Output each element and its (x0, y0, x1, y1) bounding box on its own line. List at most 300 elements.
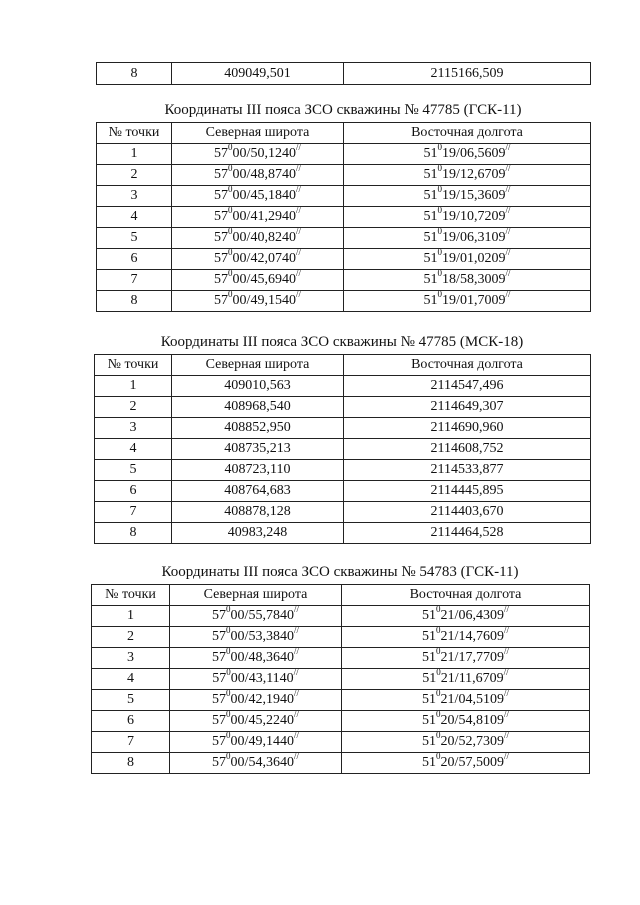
degrees-value: 57 (214, 272, 229, 287)
header-point-number: № точки (95, 355, 172, 376)
table-row (92, 711, 590, 732)
header-point-number: № точки (92, 585, 170, 606)
minute-mark: / (454, 650, 459, 665)
table-row (95, 418, 591, 439)
second-mark: // (293, 752, 299, 762)
minute-mark: / (456, 251, 460, 266)
east-value: 2114649,307 (344, 397, 591, 418)
second-mark: // (505, 164, 511, 174)
point-number: 1 (97, 144, 172, 165)
minutes-value: 21 (440, 650, 455, 665)
east-longitude-cell (342, 627, 590, 648)
top-continuation-table (96, 62, 591, 85)
minutes-value: 20 (440, 755, 455, 770)
north-latitude-cell (172, 186, 344, 207)
degrees-value: 57 (214, 188, 229, 203)
minute-mark: / (454, 692, 459, 707)
second-mark: // (505, 269, 511, 279)
degrees-value: 57 (214, 167, 229, 182)
minute-mark: / (244, 629, 249, 644)
east-longitude-cell (344, 270, 591, 291)
table-header-row (92, 585, 590, 606)
east-value: 2114464,528 (344, 523, 591, 544)
seconds-value: 50,1240 (250, 146, 296, 161)
degrees-value: 51 (422, 671, 437, 686)
degrees-value: 57 (214, 293, 229, 308)
minutes-value: 21 (440, 629, 455, 644)
header-east-longitude: Восточная долгота (344, 355, 591, 376)
minutes-value: 20 (440, 713, 455, 728)
minute-mark: / (246, 272, 251, 287)
degree-mark: 0 (436, 752, 441, 762)
second-mark: // (293, 710, 299, 720)
north-latitude-cell (170, 711, 342, 732)
second-mark: // (295, 269, 301, 279)
north-value: 409010,563 (172, 376, 344, 397)
seconds-value: 06,3109 (459, 230, 506, 245)
minutes-value: 00 (232, 251, 247, 266)
minute-mark: / (244, 671, 249, 686)
degrees-value: 57 (214, 251, 229, 266)
minute-mark: / (244, 608, 249, 623)
seconds-value: 06,5609 (459, 146, 506, 161)
seconds-value: 54,3640 (248, 755, 294, 770)
seconds-value: 10,7209 (459, 209, 506, 224)
table-row (95, 397, 591, 418)
degree-mark: 0 (228, 185, 233, 195)
degree-mark: 0 (436, 647, 441, 657)
minute-mark: / (454, 671, 459, 686)
minutes-value: 00 (230, 608, 245, 623)
degree-mark: 0 (436, 626, 441, 636)
second-mark: // (293, 731, 299, 741)
minute-mark: / (246, 188, 251, 203)
degrees-value: 57 (212, 608, 227, 623)
point-number: 1 (92, 606, 170, 627)
degrees-value: 51 (423, 146, 438, 161)
minutes-value: 19 (442, 167, 457, 182)
east-value: 2114533,877 (344, 460, 591, 481)
minutes-value: 00 (232, 230, 247, 245)
minute-mark: / (244, 692, 249, 707)
north-value: 409049,501 (172, 63, 344, 85)
seconds-value: 57,5009 (458, 755, 504, 770)
north-latitude-cell (172, 228, 344, 249)
second-mark: // (295, 143, 301, 153)
minutes-value: 00 (232, 146, 247, 161)
minutes-value: 00 (230, 734, 245, 749)
east-longitude-cell (342, 711, 590, 732)
second-mark: // (503, 605, 509, 615)
table-header-row (95, 355, 591, 376)
point-number: 3 (95, 418, 172, 439)
seconds-value: 01,7009 (459, 293, 506, 308)
degree-mark: 0 (436, 710, 441, 720)
east-longitude-cell (342, 669, 590, 690)
degree-mark: 0 (436, 689, 441, 699)
minutes-value: 19 (442, 146, 457, 161)
minute-mark: / (246, 167, 251, 182)
degrees-value: 51 (423, 293, 438, 308)
seconds-value: 45,2240 (248, 713, 294, 728)
second-mark: // (293, 647, 299, 657)
east-longitude-cell (342, 606, 590, 627)
minutes-value: 00 (230, 629, 245, 644)
table-block-1 (96, 100, 590, 312)
header-north-latitude: Северная широта (172, 355, 344, 376)
seconds-value: 49,1440 (248, 734, 294, 749)
degrees-value: 51 (422, 713, 437, 728)
minutes-value: 00 (232, 209, 247, 224)
minutes-value: 00 (230, 713, 245, 728)
north-value: 408723,110 (172, 460, 344, 481)
minute-mark: / (454, 734, 459, 749)
north-latitude-cell (172, 249, 344, 270)
seconds-value: 53,3840 (248, 629, 294, 644)
table-row (97, 249, 591, 270)
second-mark: // (503, 647, 509, 657)
degrees-value: 57 (212, 734, 227, 749)
point-number: 3 (97, 186, 172, 207)
degrees-value: 51 (423, 209, 438, 224)
point-number: 6 (97, 249, 172, 270)
degree-mark: 0 (228, 227, 233, 237)
north-latitude-cell (170, 669, 342, 690)
minute-mark: / (244, 713, 249, 728)
degrees-value: 51 (423, 167, 438, 182)
east-longitude-cell (344, 291, 591, 312)
minutes-value: 19 (442, 230, 457, 245)
degree-mark: 0 (437, 269, 443, 279)
seconds-value: 12,6709 (459, 167, 506, 182)
minute-mark: / (456, 272, 460, 287)
second-mark: // (293, 626, 299, 636)
coordinates-table-gsk11-54783 (91, 584, 590, 774)
seconds-value: 42,1940 (248, 692, 294, 707)
table-block-3 (91, 562, 589, 774)
degrees-value: 51 (423, 251, 438, 266)
north-latitude-cell (170, 753, 342, 774)
point-number: 2 (97, 165, 172, 186)
degree-mark: 0 (228, 164, 233, 174)
minute-mark: / (246, 209, 251, 224)
table-caption: Координаты III пояса ЗСО скважины № 47785 (ГСК-11) (164, 102, 522, 118)
minute-mark: / (454, 608, 459, 623)
east-longitude-cell (342, 732, 590, 753)
coordinates-table-gsk11-47785 (96, 122, 591, 312)
degree-mark: 0 (437, 227, 443, 237)
point-number: 5 (92, 690, 170, 711)
point-number: 5 (97, 228, 172, 249)
degree-mark: 0 (228, 143, 233, 153)
second-mark: // (505, 248, 511, 258)
degrees-value: 57 (212, 713, 227, 728)
table-row (92, 732, 590, 753)
seconds-value: 48,8740 (250, 167, 296, 182)
second-mark: // (503, 626, 509, 636)
seconds-value: 43,1140 (248, 671, 294, 686)
north-value: 408968,540 (172, 397, 344, 418)
minutes-value: 00 (230, 671, 245, 686)
seconds-value: 14,7609 (458, 629, 504, 644)
north-latitude-cell (172, 291, 344, 312)
degrees-value: 57 (212, 755, 227, 770)
east-value: 2114547,496 (344, 376, 591, 397)
table-row (97, 228, 591, 249)
east-value: 2114608,752 (344, 439, 591, 460)
second-mark: // (295, 185, 301, 195)
second-mark: // (503, 731, 509, 741)
table-row (95, 481, 591, 502)
seconds-value: 48,3640 (248, 650, 294, 665)
header-north-latitude: Северная широта (172, 123, 344, 144)
minute-mark: / (246, 293, 251, 308)
east-longitude-cell (344, 249, 591, 270)
degrees-value: 57 (212, 692, 227, 707)
degree-mark: 0 (226, 689, 231, 699)
table-row (95, 523, 591, 544)
east-value: 2114690,960 (344, 418, 591, 439)
north-latitude-cell (170, 690, 342, 711)
minute-mark: / (454, 713, 459, 728)
degree-mark: 0 (226, 752, 231, 762)
point-number: 6 (95, 481, 172, 502)
north-latitude-cell (170, 648, 342, 669)
seconds-value: 54,8109 (458, 713, 504, 728)
second-mark: // (295, 206, 301, 216)
point-number: 8 (97, 291, 172, 312)
table-row (97, 186, 591, 207)
table-row (97, 207, 591, 228)
seconds-value: 45,6940 (250, 272, 296, 287)
minute-mark: / (456, 230, 460, 245)
table-row (92, 690, 590, 711)
minutes-value: 19 (442, 251, 457, 266)
east-value: 2114445,895 (344, 481, 591, 502)
header-north-latitude: Северная широта (170, 585, 342, 606)
degrees-value: 51 (423, 188, 438, 203)
header-east-longitude: Восточная долгота (344, 123, 591, 144)
point-number: 4 (97, 207, 172, 228)
degree-mark: 0 (226, 731, 231, 741)
minutes-value: 21 (440, 608, 455, 623)
degrees-value: 57 (212, 629, 227, 644)
north-value: 408764,683 (172, 481, 344, 502)
seconds-value: 52,7309 (458, 734, 504, 749)
degree-mark: 0 (436, 731, 441, 741)
minutes-value: 20 (440, 734, 455, 749)
second-mark: // (505, 206, 511, 216)
degrees-value: 57 (212, 650, 227, 665)
second-mark: // (293, 689, 299, 699)
point-number: 4 (92, 669, 170, 690)
minutes-value: 21 (440, 671, 455, 686)
degree-mark: 0 (437, 248, 443, 258)
east-longitude-cell (342, 690, 590, 711)
point-number: 8 (95, 523, 172, 544)
table-row (95, 439, 591, 460)
minute-mark: / (244, 755, 249, 770)
seconds-value: 11,6709 (458, 671, 504, 686)
north-latitude-cell (170, 606, 342, 627)
degree-mark: 0 (226, 668, 231, 678)
table-row (95, 502, 591, 523)
table-header-row (97, 123, 591, 144)
north-value: 408852,950 (172, 418, 344, 439)
seconds-value: 06,4309 (458, 608, 504, 623)
second-mark: // (293, 605, 299, 615)
degree-mark: 0 (437, 185, 443, 195)
minutes-value: 21 (440, 692, 455, 707)
minute-mark: / (456, 209, 460, 224)
table-row (97, 144, 591, 165)
table-row (97, 291, 591, 312)
degree-mark: 0 (226, 605, 231, 615)
north-latitude-cell (170, 627, 342, 648)
seconds-value: 41,2940 (250, 209, 296, 224)
degree-mark: 0 (228, 290, 233, 300)
east-value: 2114403,670 (344, 502, 591, 523)
seconds-value: 40,8240 (250, 230, 296, 245)
point-number: 5 (95, 460, 172, 481)
coordinates-table-msk18-47785 (94, 354, 591, 544)
north-latitude-cell (170, 732, 342, 753)
seconds-value: 42,0740 (250, 251, 296, 266)
minutes-value: 19 (442, 188, 457, 203)
minute-mark: / (456, 167, 460, 182)
table-row (97, 63, 591, 85)
north-value: 40983,248 (172, 523, 344, 544)
minute-mark: / (244, 734, 249, 749)
north-latitude-cell (172, 270, 344, 291)
point-number: 8 (92, 753, 170, 774)
degrees-value: 51 (422, 629, 437, 644)
seconds-value: 49,1540 (250, 293, 296, 308)
minutes-value: 19 (442, 209, 457, 224)
second-mark: // (295, 248, 301, 258)
east-longitude-cell (344, 228, 591, 249)
table-caption: Координаты III пояса ЗСО скважины № 47785 (МСК-18) (160, 334, 524, 350)
degrees-value: 51 (422, 692, 437, 707)
east-longitude-cell (342, 753, 590, 774)
degrees-value: 51 (422, 734, 437, 749)
degree-mark: 0 (226, 710, 231, 720)
north-value: 408735,213 (172, 439, 344, 460)
degrees-value: 51 (422, 755, 437, 770)
second-mark: // (505, 290, 511, 300)
east-longitude-cell (342, 648, 590, 669)
minutes-value: 00 (232, 188, 247, 203)
east-value: 2115166,509 (344, 63, 591, 85)
degrees-value: 51 (423, 272, 438, 287)
table-row (95, 376, 591, 397)
minutes-value: 00 (232, 167, 247, 182)
minute-mark: / (244, 650, 249, 665)
point-number: 7 (97, 270, 172, 291)
point-number: 1 (95, 376, 172, 397)
second-mark: // (293, 668, 299, 678)
degree-mark: 0 (226, 647, 231, 657)
minutes-value: 00 (230, 650, 245, 665)
second-mark: // (503, 668, 509, 678)
table-row (97, 165, 591, 186)
north-latitude-cell (172, 165, 344, 186)
degree-mark: 0 (228, 269, 233, 279)
second-mark: // (295, 227, 301, 237)
minute-mark: / (454, 755, 459, 770)
minute-mark: / (454, 629, 459, 644)
seconds-value: 04,5109 (458, 692, 504, 707)
table-row (92, 753, 590, 774)
table-row (97, 270, 591, 291)
minutes-value: 00 (232, 293, 247, 308)
minutes-value: 00 (230, 692, 245, 707)
degree-mark: 0 (437, 143, 443, 153)
point-number: 8 (97, 63, 172, 85)
table-caption: Координаты III пояса ЗСО скважины № 54783 (ГСК-11) (161, 564, 519, 580)
point-number: 2 (92, 627, 170, 648)
minute-mark: / (246, 230, 251, 245)
table-block-2 (94, 332, 590, 544)
minutes-value: 19 (442, 293, 457, 308)
table-row (92, 606, 590, 627)
minute-mark: / (246, 251, 251, 266)
point-number: 7 (92, 732, 170, 753)
table-row (92, 627, 590, 648)
table-row (95, 460, 591, 481)
second-mark: // (503, 752, 509, 762)
point-number: 4 (95, 439, 172, 460)
degree-mark: 0 (228, 248, 233, 258)
degree-mark: 0 (437, 290, 443, 300)
table-row (92, 648, 590, 669)
second-mark: // (505, 143, 511, 153)
degrees-value: 57 (214, 209, 229, 224)
seconds-value: 45,1840 (250, 188, 296, 203)
table-row (92, 669, 590, 690)
minute-mark: / (456, 188, 460, 203)
degrees-value: 57 (212, 671, 227, 686)
second-mark: // (503, 710, 509, 720)
point-number: 3 (92, 648, 170, 669)
header-east-longitude: Восточная долгота (342, 585, 590, 606)
east-longitude-cell (344, 207, 591, 228)
degree-mark: 0 (437, 164, 443, 174)
seconds-value: 15,3609 (459, 188, 506, 203)
minute-mark: / (456, 293, 460, 308)
degree-mark: 0 (226, 626, 231, 636)
east-longitude-cell (344, 144, 591, 165)
degree-mark: 0 (436, 605, 441, 615)
seconds-value: 58,3009 (459, 272, 506, 287)
minutes-value: 18 (442, 272, 457, 287)
point-number: 6 (92, 711, 170, 732)
degrees-value: 51 (423, 230, 438, 245)
north-value: 408878,128 (172, 502, 344, 523)
header-point-number: № точки (97, 123, 172, 144)
seconds-value: 17,7709 (458, 650, 504, 665)
degree-mark: 0 (437, 206, 443, 216)
degrees-value: 57 (214, 230, 229, 245)
east-longitude-cell (344, 186, 591, 207)
second-mark: // (505, 185, 511, 195)
minutes-value: 00 (232, 272, 247, 287)
east-longitude-cell (344, 165, 591, 186)
degrees-value: 57 (214, 146, 229, 161)
second-mark: // (505, 227, 511, 237)
point-number: 2 (95, 397, 172, 418)
degrees-value: 51 (422, 650, 437, 665)
